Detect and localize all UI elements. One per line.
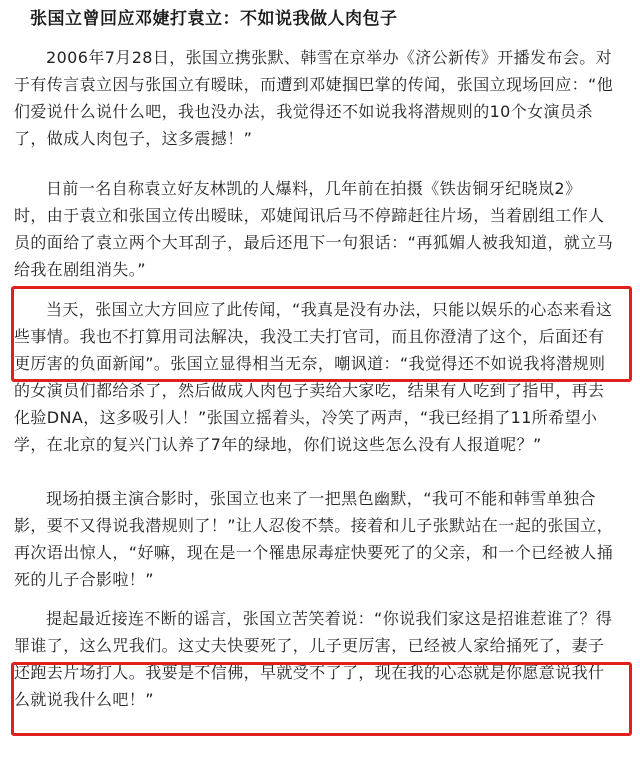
paragraph-rumor-report: 日前一名自称袁立好友林凯的人爆料，几年前在拍摄《铁齿铜牙纪晓岚2》时，由于袁立和张国立传出暧昧，邓婕闻讯后马不停蹄赶往片场，当着剧组工作人员的面给了袁立两个大耳刮子，最后还甩下一句狠话：“再狐媚人被我知道，就立马给我在剧组消失。” bbox=[14, 179, 614, 279]
paragraph-group-photo: 现场拍摄主演合影时，张国立也来了一把黑色幽默，“我可不能和韩雪单独合影，要不又得说我潜规则了！”让人忍俊不禁。接着和儿子张默站在一起的张国立，再次语出惊人，“好嘛，现在是一个罹患尿毒症快要死了的父亲，和一个已经被人捅死的儿子合影啦！” bbox=[14, 489, 614, 589]
article-title: 张国立曾回应邓婕打袁立：不如说我做人肉包子 bbox=[30, 9, 398, 29]
paragraph-response: 当天，张国立大方回应了此传闻，“我真是没有办法，只能以娱乐的心态来看这些事情。我也不打算用司法解决，我没工夫打官司，而且你澄清了这个，后面还有更厉害的负面新闻”。张国立显得相当无奈，嘲讽道：“我觉得还不如说我将潜规则的女演员们都给杀了，然后做成人肉包子卖给大家吃，结果有人吃到了指甲，再去化验DNA，这多吸引人！”张国立摇着头，冷笑了两声，“我已经捐了11所希望小学，在北京的复兴门认养了7年的绿地，你们说这些怎么没有人报道呢？” bbox=[14, 300, 613, 454]
paragraph-rumors-reflection: 提起最近接连不断的谣言，张国立苦笑着说：“你说我们家这是招谁惹谁了？得罪谁了，这么咒我们。这丈夫快要死了，儿子更厉害，已经被人家给捅死了，妻子还跑去片场打人。我要是不信佛，早就受不了了，现在我的心态就是你愿意说我什么就说我什么吧！” bbox=[14, 609, 613, 709]
paragraph-press-conference: 2006年7月28日，张国立携张默、韩雪在京举办《济公新传》开播发布会。对于有传言袁立因与张国立有暧昧，而遭到邓婕掴巴掌的传闻，张国立现场回应：“他们爱说什么说什么吧，我也没办法，我觉得还不如说我将潜规则的10个女演员杀了，做成人肉包子，这多震撼！” bbox=[14, 48, 614, 148]
